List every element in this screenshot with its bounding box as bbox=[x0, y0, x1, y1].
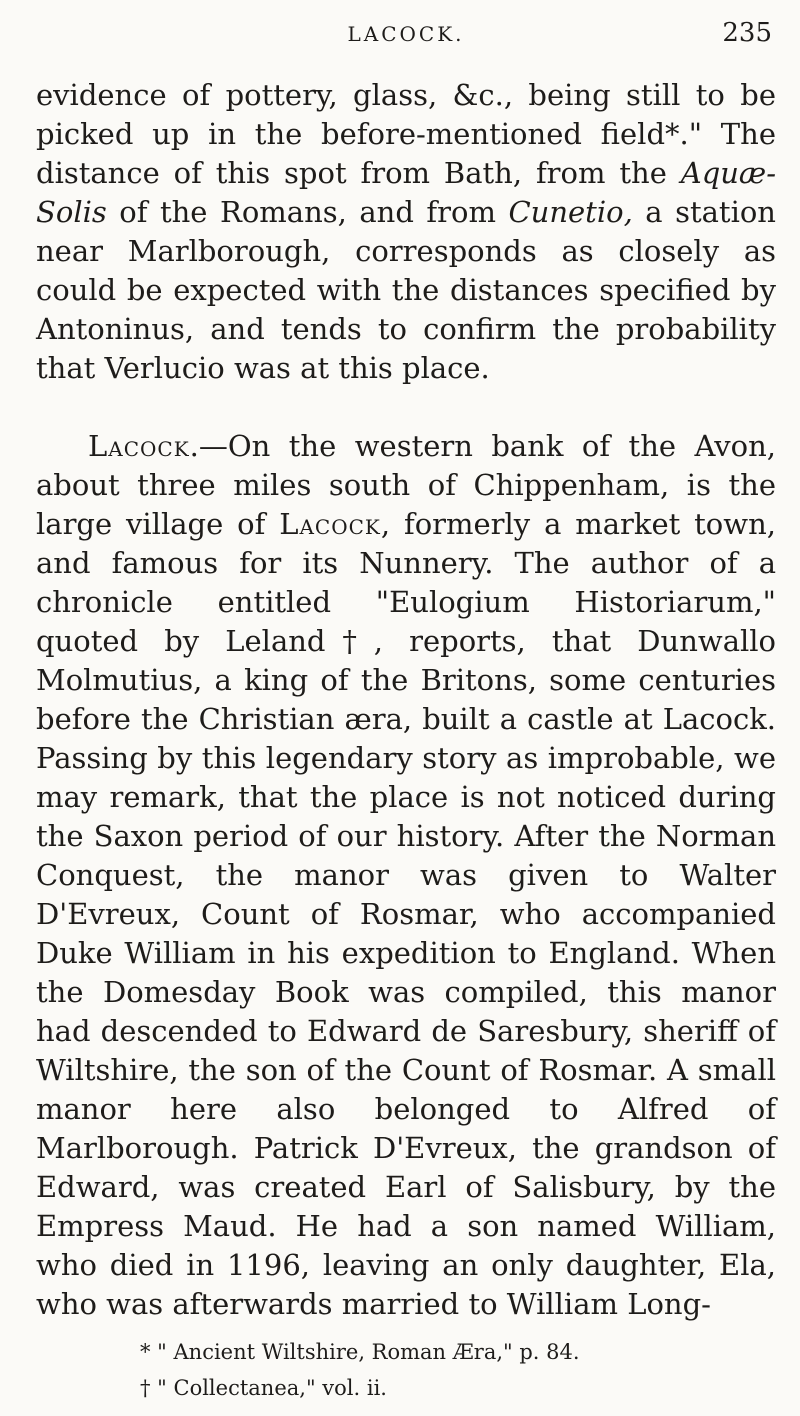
village-name-lacock: Lacock bbox=[279, 507, 381, 541]
aquae-solis-italic: Aquæ-Solis bbox=[36, 156, 776, 229]
footnotes bbox=[140, 1334, 780, 1406]
running-title: LACOCK. bbox=[347, 22, 465, 46]
body-text bbox=[36, 76, 776, 1324]
paragraph-1-text-b: of the Romans, and from bbox=[106, 195, 509, 229]
page-number: 235 bbox=[722, 18, 772, 48]
paragraph-2-text-a: .—On the western bank of the Avon, about three miles south of Chippenham, is the large village of bbox=[36, 429, 776, 541]
section-heading-lacock: Lacock bbox=[88, 429, 190, 463]
paragraph-1 bbox=[36, 76, 776, 388]
paragraph-1-text-c: a station near Marlborough, corresponds as closely as could be expected with the distances specified by Antoninus, and tends to confirm the probability that Verlucio was at this place. bbox=[36, 195, 776, 385]
footnote-2: † " Collectanea," vol. ii. bbox=[140, 1376, 387, 1400]
paragraph-2-text-b: , formerly a market town, and famous for its Nunnery. The author of a chronicle entitled "Eulogium Historiarum," quoted by Leland†, reports, that Dunwallo Molmutius, a king of the Britons, some centuries before the Christian æra, built a castle at Lacock. Passing by this legendary story as improbable, we may remark, that the place is not noticed during the Saxon period of our history. After the Norman Conquest, the manor was given to Walter D'Evreux, Count of Rosmar, who accompanied Duke William in his expedition to England. When the Domesday Book was compiled, this manor had descended to Edward de Saresbury, sheriff of Wiltshire, the son of the Count of Rosmar. A small manor here also belonged to Alfred of Marlborough. Patrick D'Evreux, the grandson of Edward, was created Earl of Salisbury, by the Empress Maud. He had a son named William, who died in 1196, leaving an only daughter, Ela, who was afterwards married to William Long- bbox=[36, 507, 776, 1321]
page-header bbox=[36, 18, 776, 58]
paragraph-1-text-a: evidence of pottery, glass, &c., being still to be picked up in the before-mentioned field*." The distance of this spot from Bath, from the bbox=[36, 78, 776, 190]
paragraph-2 bbox=[36, 427, 776, 1324]
cunetio-italic: Cunetio, bbox=[508, 195, 633, 229]
footnote-1: * " Ancient Wiltshire, Roman Æra," p. 84. bbox=[140, 1340, 580, 1364]
